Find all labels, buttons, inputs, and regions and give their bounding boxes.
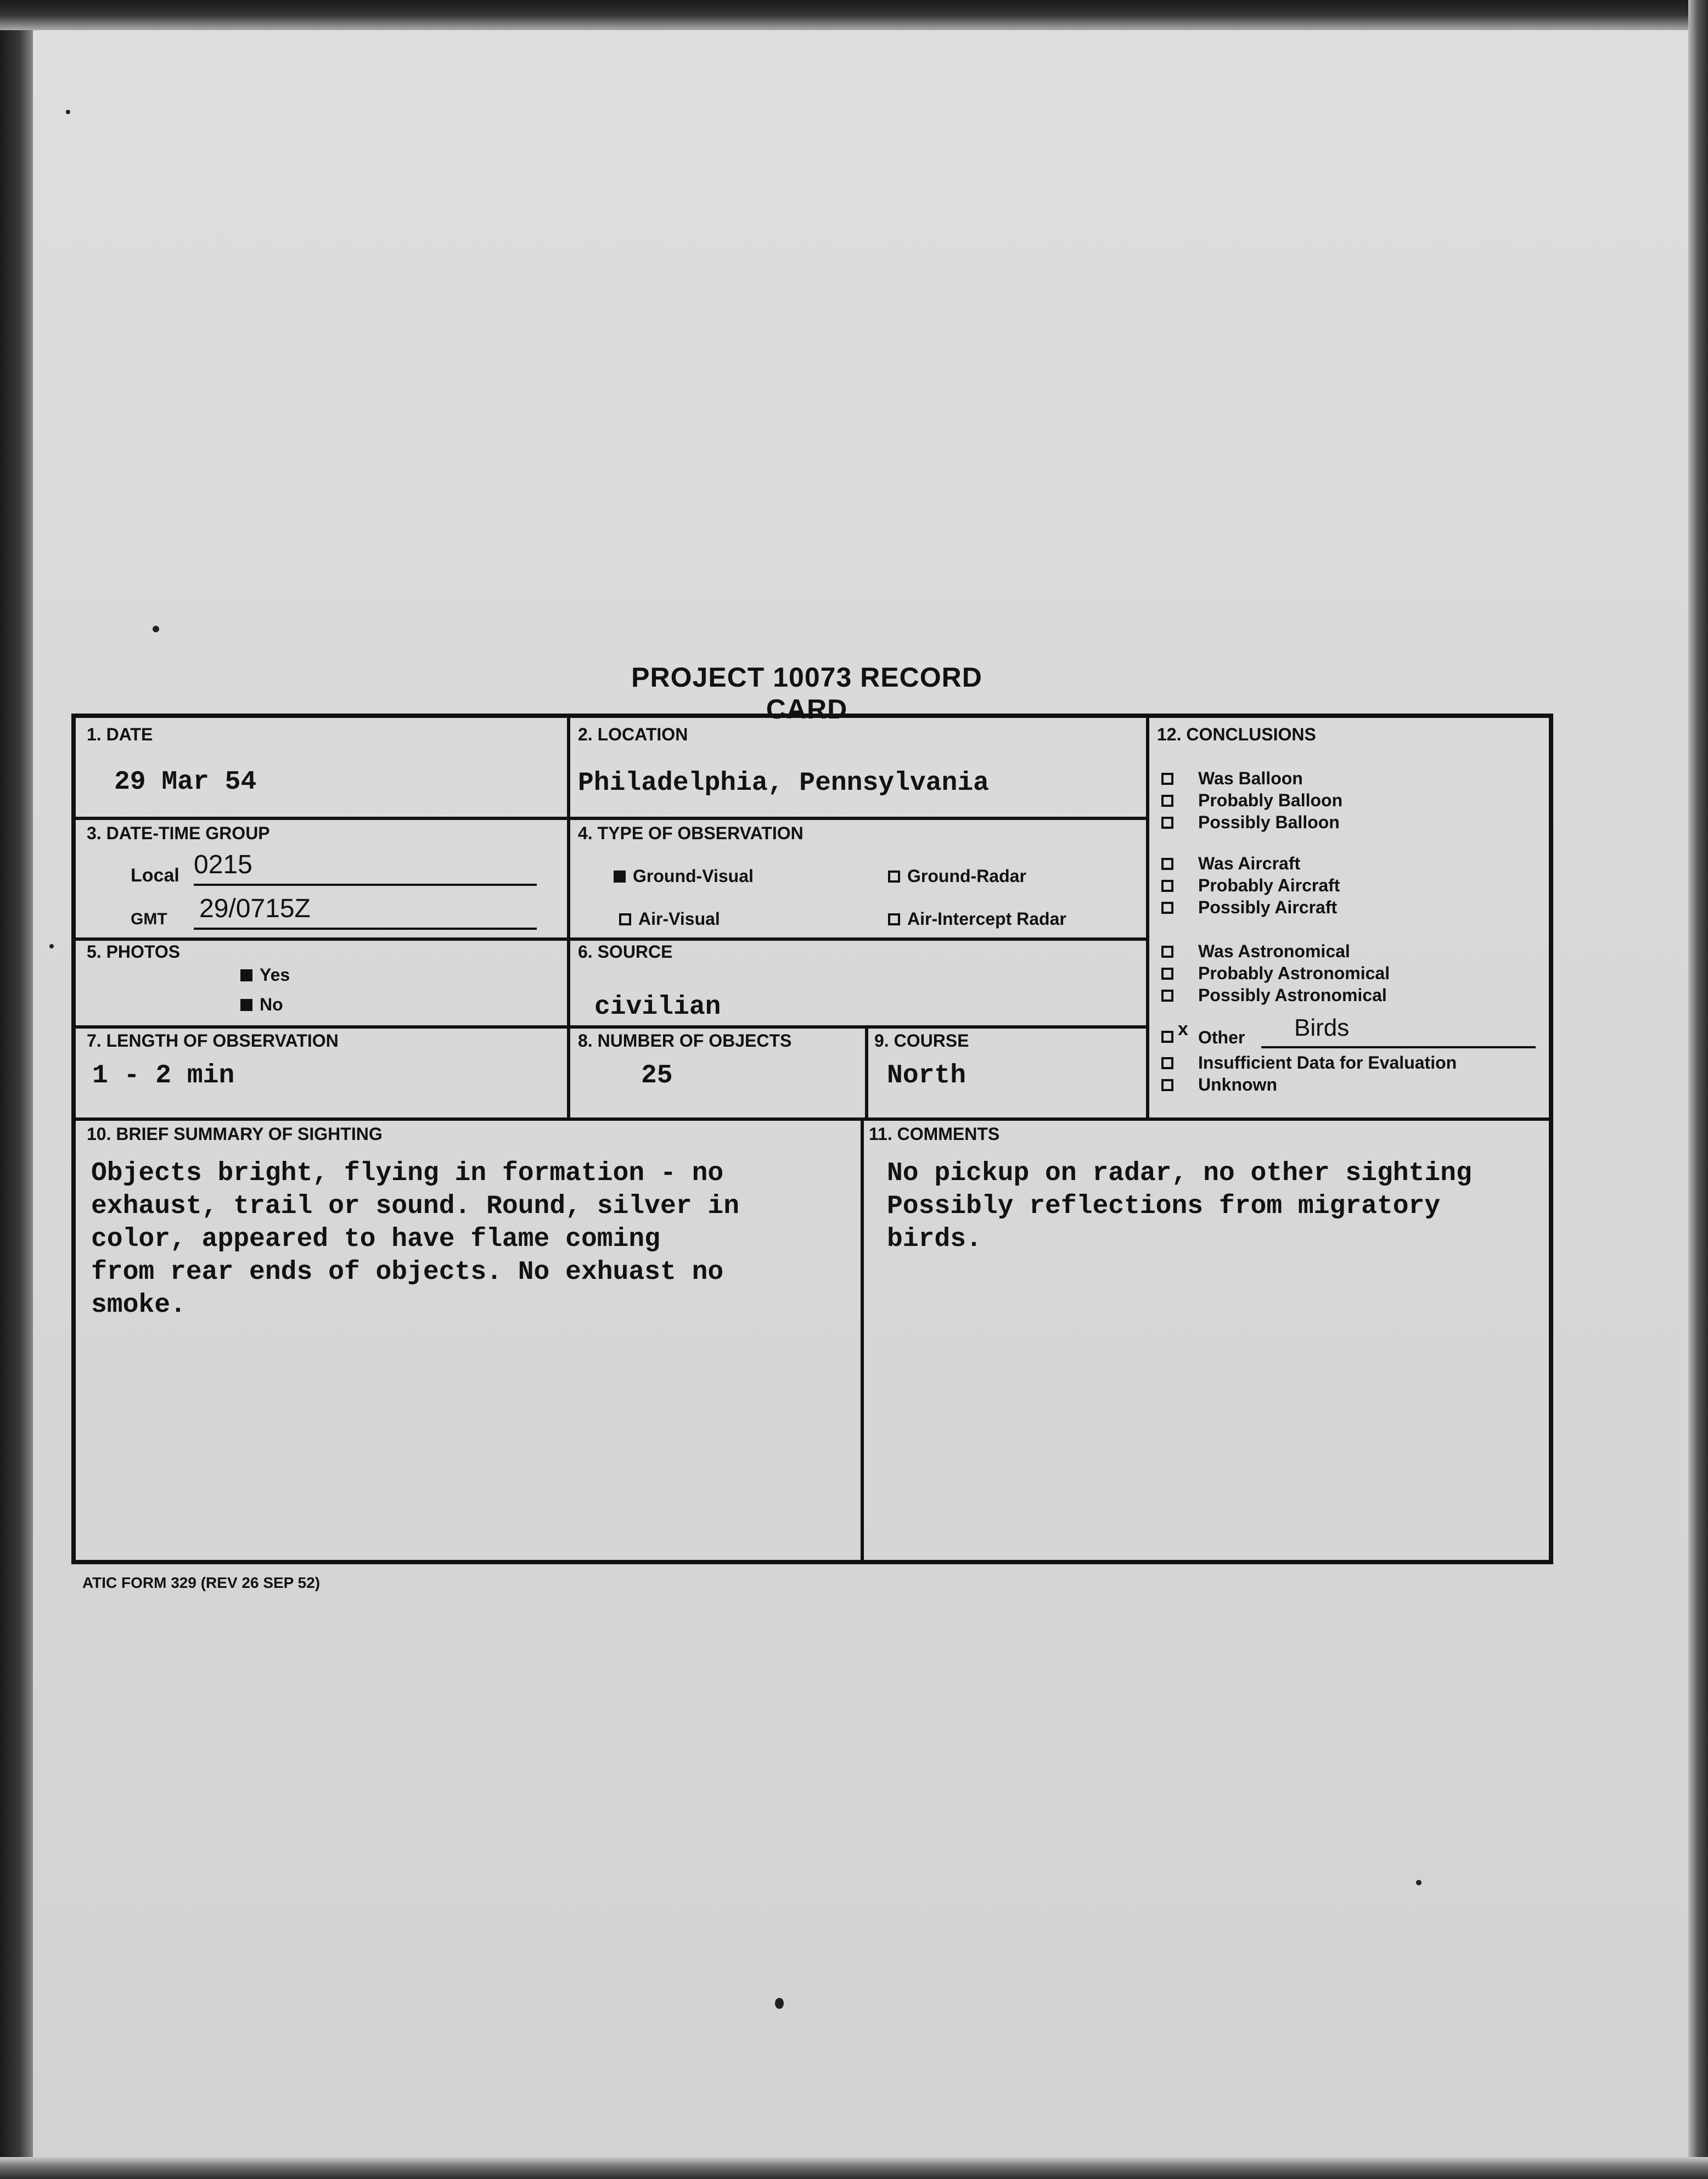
ground-visual-checkbox[interactable]	[614, 871, 626, 883]
conclusion-checkbox[interactable]	[1161, 880, 1173, 892]
grid-line	[865, 1025, 868, 1119]
record-card	[71, 714, 1553, 1564]
summary-line: Objects bright, flying in formation - no	[91, 1159, 724, 1188]
conclusion-label: Unknown	[1198, 1075, 1277, 1094]
conclusion-checkbox[interactable]	[1161, 990, 1173, 1002]
grid-line	[567, 718, 570, 1119]
date-time-group-label: 3. DATE-TIME GROUP	[87, 823, 270, 843]
date-value: 29 Mar 54	[114, 767, 257, 797]
photos-yes-checkbox[interactable]	[240, 969, 252, 981]
form-id: ATIC FORM 329 (REV 26 SEP 52)	[82, 1574, 321, 1591]
conclusion-label: Probably Balloon	[1198, 790, 1343, 810]
scan-speck	[66, 110, 70, 114]
conclusion-other-checkbox[interactable]	[1161, 1031, 1173, 1043]
conclusion-other-label: Other	[1198, 1027, 1245, 1047]
scan-speck	[1416, 1880, 1422, 1885]
comments-line: Possibly reflections from migratory	[887, 1192, 1441, 1221]
air-visual-checkbox[interactable]	[619, 913, 631, 925]
location-value: Philadelphia, Pennsylvania	[578, 768, 989, 798]
air-intercept-radar-checkbox[interactable]	[888, 913, 900, 925]
conclusion-checkbox[interactable]	[1161, 773, 1173, 785]
grid-line	[1146, 718, 1149, 1119]
ground-visual-label: Ground-Visual	[633, 866, 754, 886]
conclusion-checkbox[interactable]	[1161, 902, 1173, 914]
air-intercept-radar-label: Air-Intercept Radar	[907, 909, 1066, 929]
summary-line: color, appeared to have flame coming	[91, 1225, 660, 1254]
course-value: North	[887, 1061, 967, 1091]
conclusion-label: Probably Aircraft	[1198, 875, 1340, 895]
summary-label: 10. BRIEF SUMMARY OF SIGHTING	[87, 1124, 383, 1144]
conclusion-label: Possibly Astronomical	[1198, 985, 1387, 1005]
grid-line	[861, 1119, 864, 1564]
conclusion-other-value: Birds	[1294, 1014, 1350, 1041]
scan-speck	[775, 1998, 784, 2009]
grid-line	[76, 817, 1146, 820]
conclusion-checkbox[interactable]	[1161, 946, 1173, 958]
scan-edge-top	[0, 0, 1708, 30]
conclusion-label: Possibly Aircraft	[1198, 897, 1338, 917]
summary-line: from rear ends of objects. No exhuast no	[91, 1257, 724, 1287]
conclusion-label: Was Aircraft	[1198, 853, 1301, 873]
conclusion-checkbox[interactable]	[1161, 1057, 1173, 1069]
scan-edge-left	[0, 0, 33, 2179]
course-label: 9. COURSE	[874, 1031, 969, 1051]
card-title: PROJECT 10073 RECORD CARD	[631, 662, 982, 725]
type-of-observation-label: 4. TYPE OF OBSERVATION	[578, 823, 804, 843]
source-value: civilian	[594, 992, 721, 1022]
scan-speck	[49, 944, 54, 948]
gmt-time-value: 29/0715Z	[199, 894, 311, 923]
local-time-value: 0215	[194, 850, 252, 879]
ground-radar-checkbox[interactable]	[888, 871, 900, 883]
date-label: 1. DATE	[87, 725, 153, 744]
summary-line: smoke.	[91, 1290, 186, 1320]
length-of-observation-value: 1 - 2 min	[92, 1061, 235, 1091]
photos-no-checkbox[interactable]	[240, 999, 252, 1011]
number-of-objects-value: 25	[641, 1061, 673, 1091]
photos-label: 5. PHOTOS	[87, 942, 181, 962]
conclusion-label: Possibly Balloon	[1198, 812, 1340, 832]
gmt-time-label: GMT	[131, 910, 167, 928]
conclusion-checkbox[interactable]	[1161, 817, 1173, 829]
conclusion-checkbox[interactable]	[1161, 795, 1173, 807]
ground-radar-label: Ground-Radar	[907, 866, 1026, 886]
scan-speck	[153, 626, 159, 632]
conclusion-other-mark: x	[1178, 1019, 1188, 1040]
local-time-underline	[194, 884, 537, 886]
photos-yes-label: Yes	[260, 965, 290, 985]
conclusion-checkbox[interactable]	[1161, 1079, 1173, 1091]
grid-line	[76, 937, 1146, 941]
number-of-objects-label: 8. NUMBER OF OBJECTS	[578, 1031, 792, 1051]
grid-line	[76, 1025, 1146, 1029]
summary-line: exhaust, trail or sound. Round, silver in	[91, 1192, 739, 1221]
source-label: 6. SOURCE	[578, 942, 673, 962]
location-label: 2. LOCATION	[578, 725, 688, 744]
conclusion-label: Was Astronomical	[1198, 941, 1350, 961]
comments-line: No pickup on radar, no other sighting	[887, 1159, 1472, 1188]
conclusion-checkbox[interactable]	[1161, 858, 1173, 870]
comments-label: 11. COMMENTS	[869, 1124, 1000, 1144]
length-of-observation-label: 7. LENGTH OF OBSERVATION	[87, 1031, 339, 1051]
conclusion-checkbox[interactable]	[1161, 968, 1173, 980]
scan-edge-right	[1688, 0, 1708, 2179]
photos-no-label: No	[260, 995, 283, 1014]
scan-edge-bottom	[0, 2157, 1708, 2179]
conclusion-label: Probably Astronomical	[1198, 963, 1390, 983]
air-visual-label: Air-Visual	[638, 909, 720, 929]
conclusion-other-underline	[1261, 1046, 1536, 1048]
conclusion-label: Insufficient Data for Evaluation	[1198, 1053, 1457, 1072]
conclusions-label: 12. CONCLUSIONS	[1157, 725, 1316, 744]
local-time-label: Local	[131, 865, 179, 886]
grid-line	[76, 1117, 1552, 1121]
comments-line: birds.	[887, 1225, 982, 1254]
conclusion-label: Was Balloon	[1198, 768, 1303, 788]
gmt-time-underline	[194, 928, 537, 930]
